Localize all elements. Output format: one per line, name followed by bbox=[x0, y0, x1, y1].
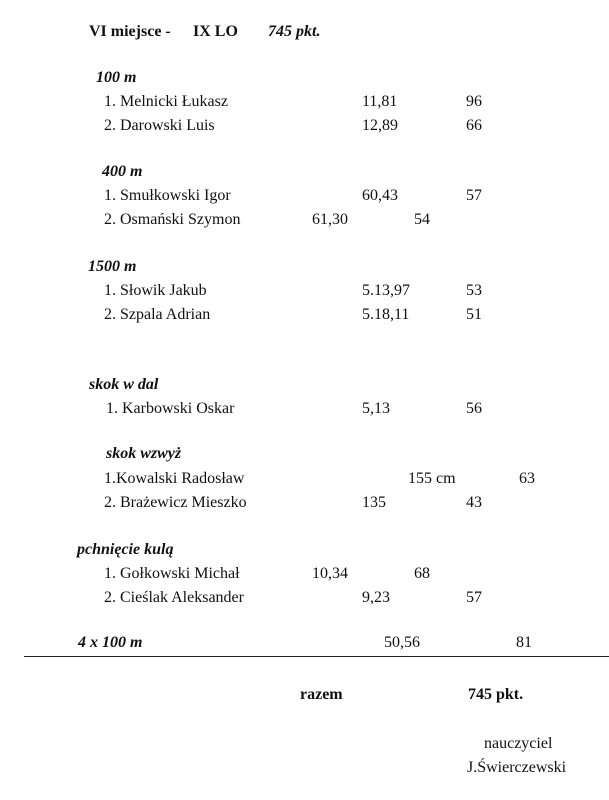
result-value: 12,89 bbox=[362, 117, 398, 134]
event-title: pchnięcie kulą bbox=[77, 541, 174, 558]
points-value: 68 bbox=[414, 565, 430, 582]
header-points: 745 pkt. bbox=[268, 23, 321, 40]
result-value: 10,34 bbox=[312, 565, 348, 582]
athlete-name: 2. Cieślak Aleksander bbox=[104, 589, 244, 606]
signature-name: J.Świerczewski bbox=[467, 759, 567, 776]
athlete-name: 2. Brażewicz Mieszko bbox=[104, 494, 247, 511]
athlete-name: 2. Darowski Luis bbox=[104, 117, 215, 134]
total-label: razem bbox=[300, 686, 343, 703]
result-value: 5,13 bbox=[362, 400, 390, 417]
relay-points: 81 bbox=[516, 634, 532, 651]
points-value: 66 bbox=[466, 117, 482, 134]
relay-title: 4 x 100 m bbox=[78, 634, 143, 651]
points-value: 57 bbox=[466, 187, 482, 204]
athlete-name: 1. Karbowski Oskar bbox=[106, 400, 235, 417]
event-title: skok w dal bbox=[89, 376, 159, 393]
relay-result: 50,56 bbox=[384, 634, 420, 651]
result-value: 61,30 bbox=[312, 211, 348, 228]
points-value: 51 bbox=[466, 306, 482, 323]
points-value: 56 bbox=[466, 400, 482, 417]
result-value: 11,81 bbox=[362, 93, 398, 110]
event-title: skok wzwyż bbox=[106, 445, 182, 462]
result-value: 155 cm bbox=[408, 470, 456, 487]
divider-line bbox=[24, 656, 609, 657]
points-value: 63 bbox=[519, 470, 535, 487]
athlete-name: 2. Szpala Adrian bbox=[104, 306, 211, 323]
result-value: 135 bbox=[362, 494, 386, 511]
place-label: VI miejsce - bbox=[89, 23, 171, 40]
athlete-name: 1. Melnicki Łukasz bbox=[104, 93, 228, 110]
signature-role: nauczyciel bbox=[484, 735, 553, 752]
points-value: 57 bbox=[466, 589, 482, 606]
event-title: 400 m bbox=[102, 163, 143, 180]
result-value: 5.13,97 bbox=[362, 282, 410, 299]
points-value: 54 bbox=[414, 211, 430, 228]
total-points: 745 pkt. bbox=[468, 686, 524, 703]
event-title: 100 m bbox=[96, 69, 137, 86]
athlete-name: 1.Kowalski Radosław bbox=[104, 470, 245, 487]
points-value: 53 bbox=[466, 282, 482, 299]
points-value: 43 bbox=[466, 494, 482, 511]
points-value: 96 bbox=[466, 93, 482, 110]
athlete-name: 1. Smułkowski Igor bbox=[104, 187, 231, 204]
result-value: 60,43 bbox=[362, 187, 398, 204]
result-value: 5.18,11 bbox=[362, 306, 410, 323]
athlete-name: 2. Osmański Szymon bbox=[104, 211, 241, 228]
athlete-name: 1. Gołkowski Michał bbox=[104, 565, 240, 582]
school-name: IX LO bbox=[193, 23, 238, 40]
event-title: 1500 m bbox=[88, 258, 137, 275]
athlete-name: 1. Słowik Jakub bbox=[104, 282, 207, 299]
result-value: 9,23 bbox=[362, 589, 390, 606]
